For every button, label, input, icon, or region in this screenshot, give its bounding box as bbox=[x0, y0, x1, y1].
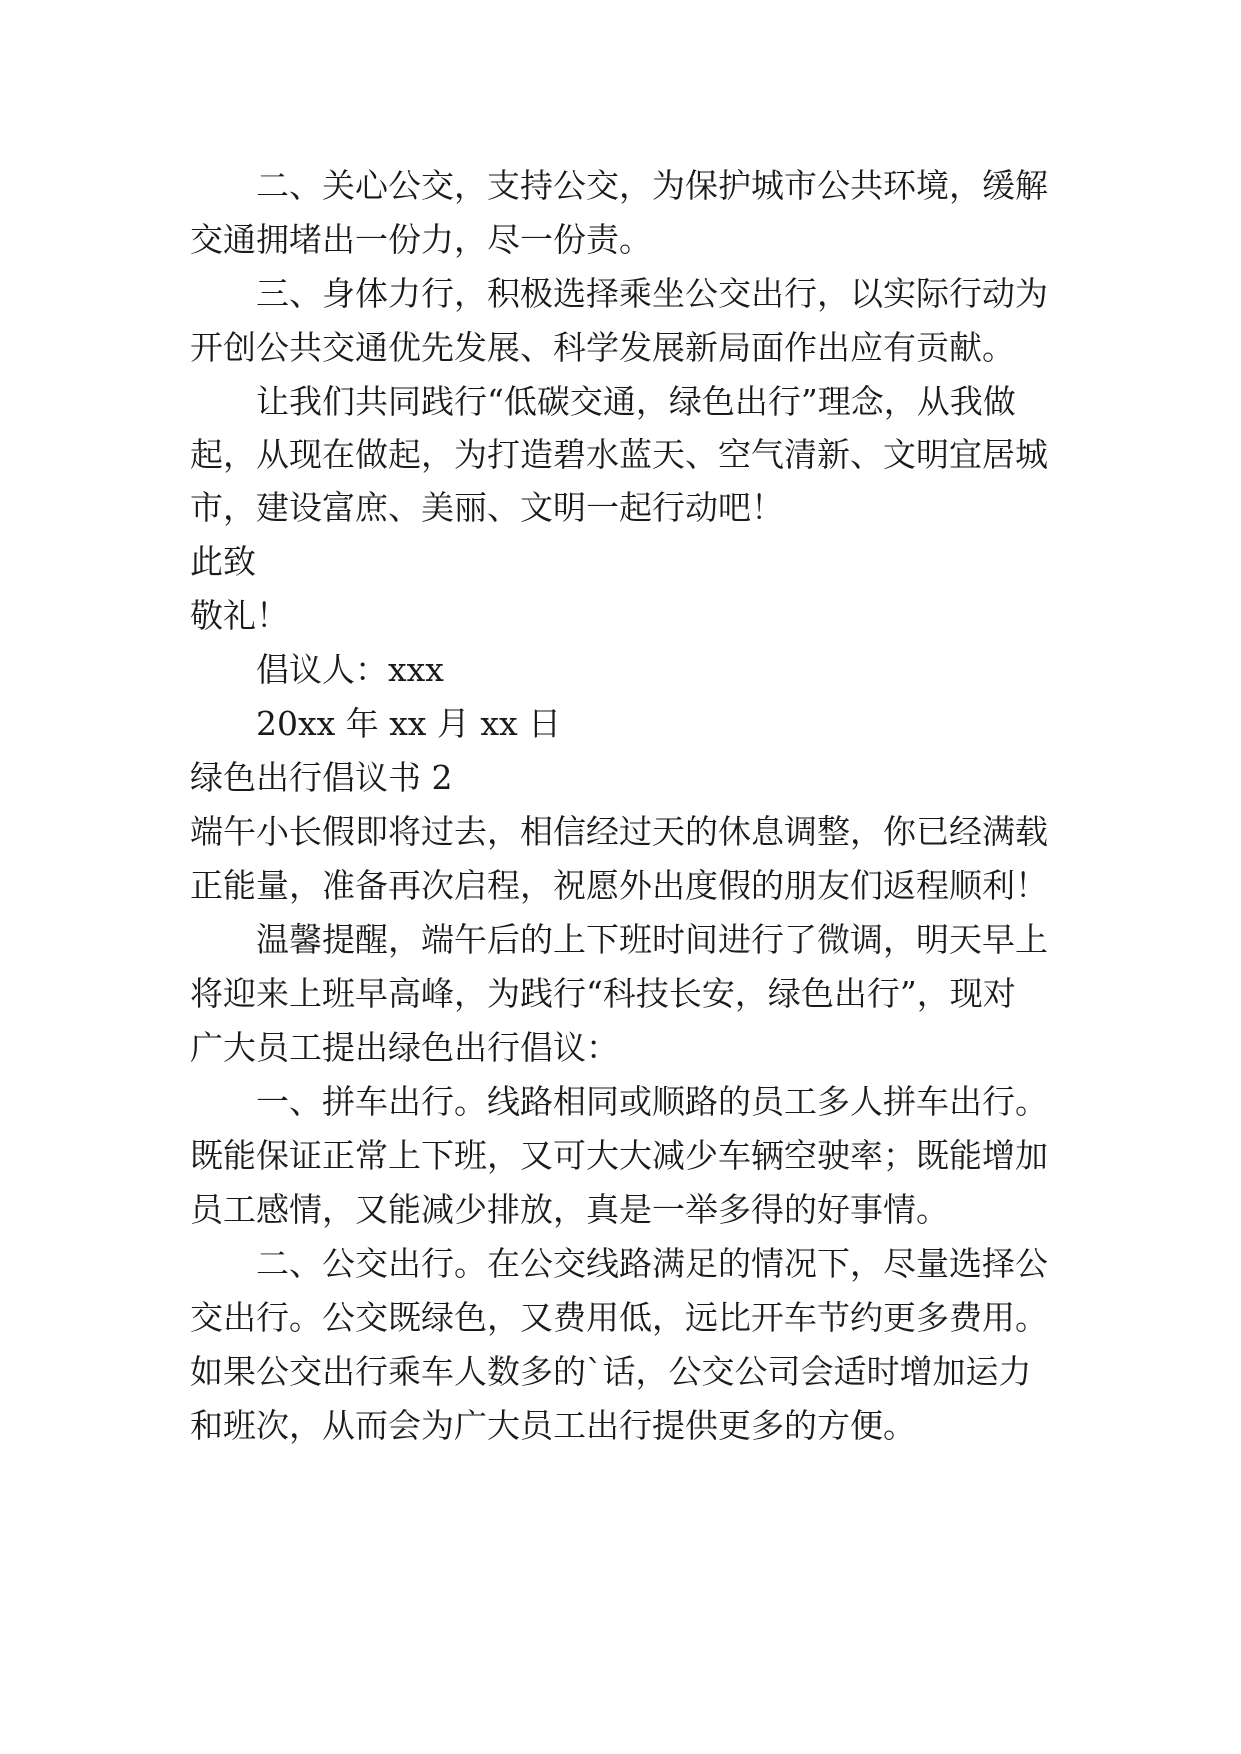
text-line: 交出行。公交既绿色，又费用低，远比开车节约更多费用。 bbox=[190, 1298, 1048, 1337]
text-line: 起，从现在做起，为打造碧水蓝天、空气清新、文明宜居城 bbox=[190, 435, 1048, 474]
text-line: 既能保证正常上下班，又可大大减少车辆空驶率；既能增加 bbox=[190, 1136, 1048, 1175]
text-line: 温馨提醒，端午后的上下班时间进行了微调，明天早上 bbox=[256, 920, 1048, 959]
text-line: 端午小长假即将过去，相信经过天的休息调整，你已经满载 bbox=[190, 812, 1048, 851]
closing-regards: 敬礼！ bbox=[190, 596, 289, 635]
text-line: 二、公交出行。在公交线路满足的情况下，尽量选择公 bbox=[256, 1244, 1048, 1283]
text-line: 三、身体力行，积极选择乘坐公交出行，以实际行动为 bbox=[256, 274, 1048, 313]
text-line: 和班次，从而会为广大员工出行提供更多的方便。 bbox=[190, 1406, 916, 1445]
signatory: 倡议人：xxx bbox=[256, 650, 444, 689]
text-line: 广大员工提出绿色出行倡议： bbox=[190, 1028, 619, 1067]
section-title: 绿色出行倡议书 2 bbox=[190, 758, 453, 797]
closing-salutation: 此致 bbox=[190, 542, 256, 581]
text-line: 一、拼车出行。线路相同或顺路的员工多人拼车出行。 bbox=[256, 1082, 1048, 1121]
text-line: 交通拥堵出一份力，尽一份责。 bbox=[190, 220, 652, 259]
text-line: 市，建设富庶、美丽、文明一起行动吧！ bbox=[190, 488, 784, 527]
text-line: 正能量，准备再次启程，祝愿外出度假的朋友们返程顺利！ bbox=[190, 866, 1048, 905]
text-line: 如果公交出行乘车人数多的`话，公交公司会适时增加运力 bbox=[190, 1352, 1032, 1391]
text-line: 员工感情，又能减少排放，真是一举多得的好事情。 bbox=[190, 1190, 949, 1229]
date-line: 20xx 年 xx 月 xx 日 bbox=[256, 704, 562, 743]
text-line: 将迎来上班早高峰，为践行“科技长安，绿色出行”，现对 bbox=[190, 974, 1016, 1013]
text-line: 二、关心公交，支持公交，为保护城市公共环境，缓解 bbox=[256, 166, 1048, 205]
text-line: 让我们共同践行“低碳交通，绿色出行”理念，从我做 bbox=[256, 382, 1016, 421]
text-line: 开创公共交通优先发展、科学发展新局面作出应有贡献。 bbox=[190, 328, 1015, 367]
